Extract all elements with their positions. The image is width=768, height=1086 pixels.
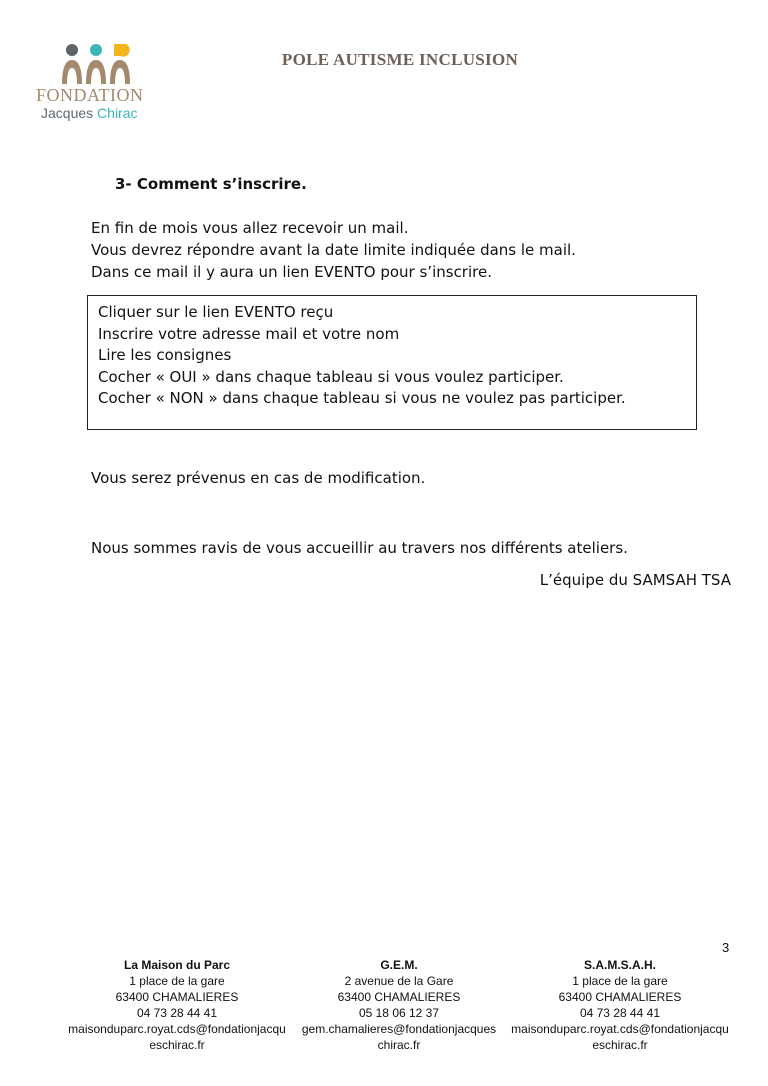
- page-header-title: POLE AUTISME INCLUSION: [281, 50, 519, 69]
- footer-email-cont: chirac.fr: [377, 1038, 421, 1052]
- instruction-line: Lire les consignes: [98, 346, 232, 364]
- footer-email: maisonduparc.royat.cds@fondationjacqu: [68, 1022, 286, 1036]
- footer-org-name: G.E.M.: [380, 958, 418, 972]
- footer-city: 63400 CHAMALIERES: [558, 990, 682, 1004]
- signature: L’équipe du SAMSAH TSA: [539, 571, 731, 589]
- footer-email: maisonduparc.royat.cds@fondationjacqu: [511, 1022, 729, 1036]
- footer-phone: 05 18 06 12 37: [358, 1006, 440, 1020]
- notice-text: Vous serez prévenus en cas de modification.: [91, 469, 426, 487]
- footer-email-cont: eschirac.fr: [149, 1038, 205, 1052]
- intro-line: Vous devrez répondre avant la date limite indiquée dans le mail.: [91, 241, 576, 259]
- instruction-line: Cliquer sur le lien EVENTO reçu: [98, 303, 334, 321]
- footer-city: 63400 CHAMALIERES: [115, 990, 239, 1004]
- footer-phone: 04 73 28 44 41: [579, 1006, 661, 1020]
- instruction-line: Cocher « NON » dans chaque tableau si vous ne voulez pas participer.: [98, 389, 626, 407]
- instruction-line: Cocher « OUI » dans chaque tableau si vous voulez participer.: [98, 367, 564, 386]
- intro-paragraph: [91, 217, 576, 283]
- footer-address: 2 avenue de la Gare: [344, 974, 454, 988]
- intro-line: Dans ce mail il y aura un lien EVENTO pour s’inscrire.: [91, 263, 492, 281]
- instruction-line: Inscrire votre adresse mail et votre nom: [98, 324, 400, 343]
- page-number: 3: [722, 940, 730, 955]
- instructions-box: [87, 295, 697, 430]
- footer-address: 1 place de la gare: [572, 974, 668, 988]
- footer-city: 63400 CHAMALIERES: [337, 990, 461, 1004]
- logo-jacques: Jacques: [41, 105, 98, 121]
- fondation-logo: [36, 44, 160, 124]
- section-title: 3- Comment s’inscrire.: [115, 175, 307, 193]
- fondation-logo-mark: [60, 44, 132, 86]
- footer-address: 1 place de la gare: [129, 974, 225, 988]
- footer-email: gem.chamalieres@fondationjacques: [301, 1022, 497, 1036]
- footer-contact-maison-du-parc: [57, 957, 297, 1053]
- logo-wordmark-fondation: FONDATION: [36, 85, 144, 105]
- logo-chirac: Chirac: [97, 105, 138, 121]
- intro-line: En fin de mois vous allez recevoir un mail.: [91, 219, 409, 237]
- footer-org-name: S.A.M.S.A.H.: [583, 958, 656, 972]
- footer-phone: 04 73 28 44 41: [136, 1006, 218, 1020]
- footer-contact-gem: [279, 957, 519, 1053]
- logo-wordmark-jacques-chirac: [41, 105, 165, 121]
- closing-text: Nous sommes ravis de vous accueillir au travers nos différents ateliers.: [91, 539, 628, 557]
- footer-org-name: La Maison du Parc: [123, 958, 231, 972]
- footer-email-cont: eschirac.fr: [592, 1038, 648, 1052]
- footer-contact-samsah: [500, 957, 740, 1053]
